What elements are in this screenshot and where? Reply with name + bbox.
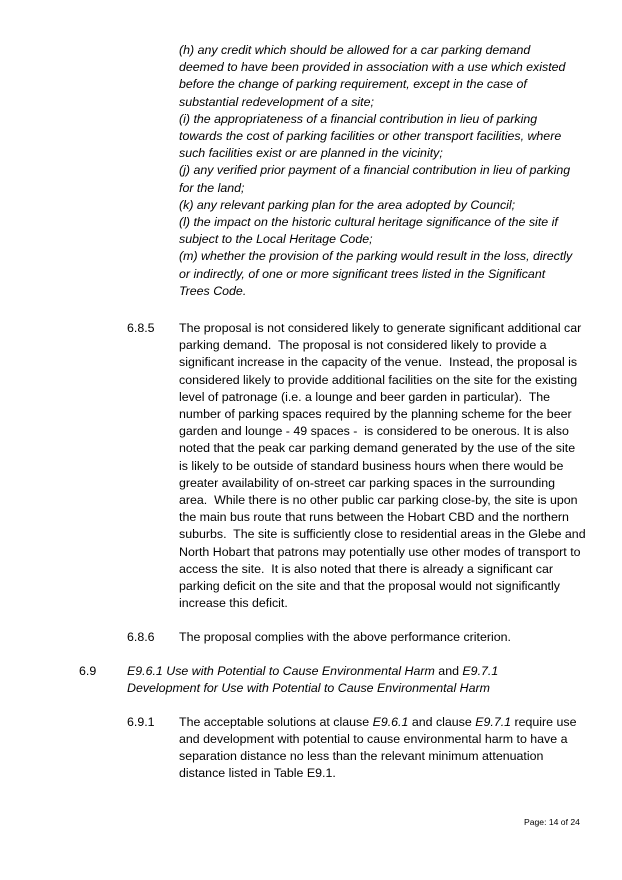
paragraph-6-8-5-line: area. While there is no other public car parking close-by, the site is upon xyxy=(179,493,578,507)
heading-6-9-clause-a: E9.6.1 Use with Potential to Cause Environmental Harm xyxy=(127,664,435,678)
criteria-item-line: towards the cost of parking facilities or other transport facilities, where xyxy=(179,129,562,143)
criteria-item-line: before the change of parking requirement, except in the case of xyxy=(179,77,527,92)
paragraph-6-8-5-line: level of patronage (i.e. a lounge and beer garden in particular). The xyxy=(179,389,551,404)
paragraph-6-9-1-line-3: separation distance no less than the relevant minimum attenuation xyxy=(179,749,544,763)
paragraph-6-8-5-line: parking deficit on the site and that the proposal would not significantly xyxy=(179,579,560,593)
section-number-6-8-5: 6.8.5 xyxy=(127,321,155,335)
heading-6-9-line-2: Development for Use with Potential to Cause Environmental Harm xyxy=(127,681,490,695)
paragraph-6-8-5-line: parking demand. The proposal is not considered likely to provide a xyxy=(179,338,547,353)
criteria-item-line: for the land; xyxy=(179,180,245,195)
criteria-item-line: Trees Code. xyxy=(179,283,247,298)
p691-clause-e961: E9.6.1 xyxy=(372,715,409,729)
paragraph-6-8-5-line: The proposal is not considered likely to generate significant additional car xyxy=(179,321,582,335)
paragraph-6-8-5-line: increase this deficit. xyxy=(179,596,288,611)
criteria-item-line: (k) any relevant parking plan for the area adopted by Council; xyxy=(179,197,516,212)
paragraph-6-8-5-line: significant increase in the capacity of the venue. Instead, the proposal is xyxy=(179,355,578,370)
heading-6-9-joiner: and xyxy=(434,664,463,678)
paragraph-6-8-5-line: North Hobart that patrons may potentially use other modes of transport to xyxy=(179,544,581,559)
section-number-6-9-1: 6.9.1 xyxy=(127,715,155,729)
paragraph-6-8-5-line: is likely to be outside of standard business hours when there would be xyxy=(179,458,564,473)
paragraph-6-9-1-line-2: and development with potential to cause environmental harm to have a xyxy=(179,732,568,746)
paragraph-6-8-5-line: suburbs. The site is sufficiently close to residential areas in the Glebe and xyxy=(179,527,586,542)
paragraph-6-8-5-line: number of parking spaces required by the planning scheme for the beer xyxy=(179,407,572,421)
criteria-item-line: or indirectly, of one or more significant trees listed in the Significant xyxy=(179,266,546,281)
section-number-6-8-6: 6.8.6 xyxy=(127,630,155,644)
criteria-item-line: (m) whether the provision of the parking would result in the loss, directly xyxy=(179,249,573,264)
criteria-item-line: (j) any verified prior payment of a financial contribution in lieu of parking xyxy=(179,163,571,178)
paragraph-6-8-5-line: noted that the peak car parking demand generated by the use of the site xyxy=(179,441,576,456)
paragraph-6-8-5-line: garden and lounge - 49 spaces - is considered to be onerous. It is also xyxy=(179,424,569,439)
p691-text-e: require use xyxy=(511,715,577,729)
paragraph-6-8-5-line: the main bus route that runs between the Hobart CBD and the northern xyxy=(179,510,569,525)
p691-text-a: The acceptable solutions at clause xyxy=(179,715,373,729)
paragraph-6-8-5-line: considered likely to provide additional facilities on the site for the existing xyxy=(179,372,578,387)
paragraph-6-8-6: The proposal complies with the above performance criterion. xyxy=(179,630,511,644)
criteria-item-line: substantial redevelopment of a site; xyxy=(179,94,374,109)
heading-6-9-clause-b: E9.7.1 xyxy=(462,664,499,678)
heading-6-9-line-1 xyxy=(127,663,498,680)
p691-text-c: and clause xyxy=(408,715,476,729)
criteria-item-line: (h) any credit which should be allowed for a car parking demand xyxy=(179,43,531,57)
paragraph-6-8-5-line: greater availability of on-street car parking spaces in the surrounding xyxy=(179,475,556,490)
criteria-item-line: such facilities exist or are planned in the vicinity; xyxy=(179,146,443,161)
criteria-item-line: deemed to have been provided in association with a use which existed xyxy=(179,60,566,75)
p691-clause-e971: E9.7.1 xyxy=(475,715,512,729)
paragraph-6-8-5-line: access the site. It is also noted that there is already a significant car xyxy=(179,561,553,576)
paragraph-6-9-1-line-4: distance listed in Table E9.1. xyxy=(179,766,336,780)
criteria-item-line: subject to the Local Heritage Code; xyxy=(179,232,373,247)
page-number: Page: 14 of 24 xyxy=(524,817,580,827)
section-number-6-9: 6.9 xyxy=(79,664,97,678)
criteria-item-line: (i) the appropriateness of a financial contribution in lieu of parking xyxy=(179,111,538,126)
criteria-item-line: (l) the impact on the historic cultural heritage significance of the site if xyxy=(179,215,558,229)
paragraph-6-9-1-line-1 xyxy=(179,714,576,731)
